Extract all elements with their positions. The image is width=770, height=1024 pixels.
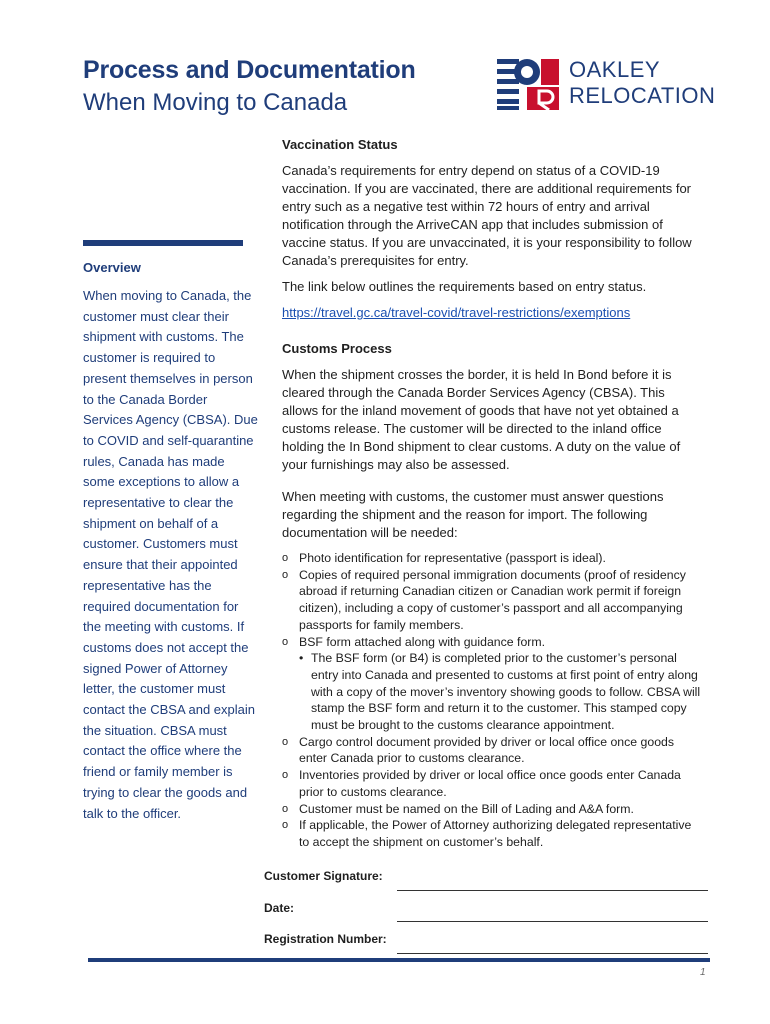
customs-heading: Customs Process: [282, 341, 392, 356]
documentation-paragraph: When meeting with customs, the customer must answer questions regarding the shipment and the reason for import. The following documentation will be needed:: [282, 489, 664, 540]
footer-divider: [88, 958, 710, 962]
logo-line-2: RELOCATION: [569, 83, 716, 108]
registration-number-line[interactable]: [397, 953, 708, 954]
list-item: o If applicable, the Power of Attorney authorizing delegated representative to accept the shipment on customer’s behalf.: [282, 817, 702, 850]
requirements-paragraph: The link below outlines the requirements based on entry status.: [282, 279, 647, 294]
list-item: o Inventories provided by driver or local office once goods enter Canada prior to customs clearance.: [282, 767, 702, 800]
main-content: [282, 136, 702, 851]
overview-heading: Overview: [83, 260, 141, 275]
sub-list: [299, 650, 702, 734]
vaccination-heading: Vaccination Status: [282, 137, 398, 152]
sub-list-item: • The BSF form (or B4) is completed prior to the customer’s personal entry into Canada and presented to customs at first point of entry along with a copy of the mover’s inventory showing goods to follow. CBSA will stamp the BSF form and return it to the customer. This stamped copy must be brought to the customs clearance appointment.: [299, 650, 702, 734]
list-item: o Customer must be named on the Bill of Lading and A&A form.: [282, 801, 702, 818]
list-item: o Cargo control document provided by driver or local office once goods enter Canada prior to customs clearance.: [282, 734, 702, 767]
logo-mark-icon: [497, 57, 561, 111]
list-item: [282, 634, 702, 734]
list-item: o Photo identification for representative (passport is ideal).: [282, 550, 702, 567]
vaccination-paragraph: Canada’s requirements for entry depend on status of a COVID-19 vaccination. If you are vaccinated, there are additional requirements for entry such as a negative test within 72 hours of entry and arrival notification through the ArriveCAN app that includes submission of vaccine status. If you are unvaccinated, it is your responsibility to follow Canada’s prerequisites for entry.: [282, 163, 692, 268]
logo-wordmark: [569, 57, 715, 109]
logo-line-1: OAKLEY: [569, 57, 661, 82]
sidebar-divider: [83, 240, 243, 246]
overview-text: When moving to Canada, the customer must clear their shipment with customs. The customer is required to present themselves in person to the Canada Border Services Agency (CBSA). Due to COVID and self-quarantine rules, Canada has made some exceptions to allow a representative to clear the shipment on behalf of a customer. Customers must ensure that their appointed representative has the required documentation for the meeting with customs. If customs does not accept the signed Power of Attorney letter, the customer must contact the CBSA and explain the situation. CBSA must contact the office where the friend or family member is trying to clear the goods and talk to the officer.: [83, 288, 258, 821]
customs-paragraph: When the shipment crosses the border, it is held In Bond before it is cleared through the Canada Border Services Agency (CBSA). This allows for the inland movement of goods that have not yet obtained a customs release. The customer will be directed to the inland office holding the In Bond shipment to clear customs. A duty on the value of your furnishings may also be assessed.: [282, 367, 681, 472]
page-subtitle: When Moving to Canada: [83, 89, 348, 116]
page-number: 1: [700, 967, 706, 978]
registration-number-label: Registration Number:: [264, 932, 387, 946]
oakley-relocation-logo: [497, 57, 747, 111]
page-title: Process and Documentation: [83, 56, 416, 84]
exemptions-link[interactable]: https://travel.gc.ca/travel-covid/travel-restrictions/exemptions: [282, 305, 631, 320]
date-line[interactable]: [397, 921, 708, 922]
date-label: Date:: [264, 901, 295, 915]
customer-signature-line[interactable]: [397, 890, 708, 891]
list-item: o Copies of required personal immigration documents (proof of residency abroad if returning Canadian citizen or Canadian work permit if foreign citizen), including a copy of customer’s passport and all accompanying passports for family members.: [282, 567, 702, 634]
list-item-text: BSF form attached along with guidance form.: [299, 634, 546, 649]
documentation-list: [282, 550, 702, 851]
customer-signature-label: Customer Signature:: [264, 869, 383, 883]
